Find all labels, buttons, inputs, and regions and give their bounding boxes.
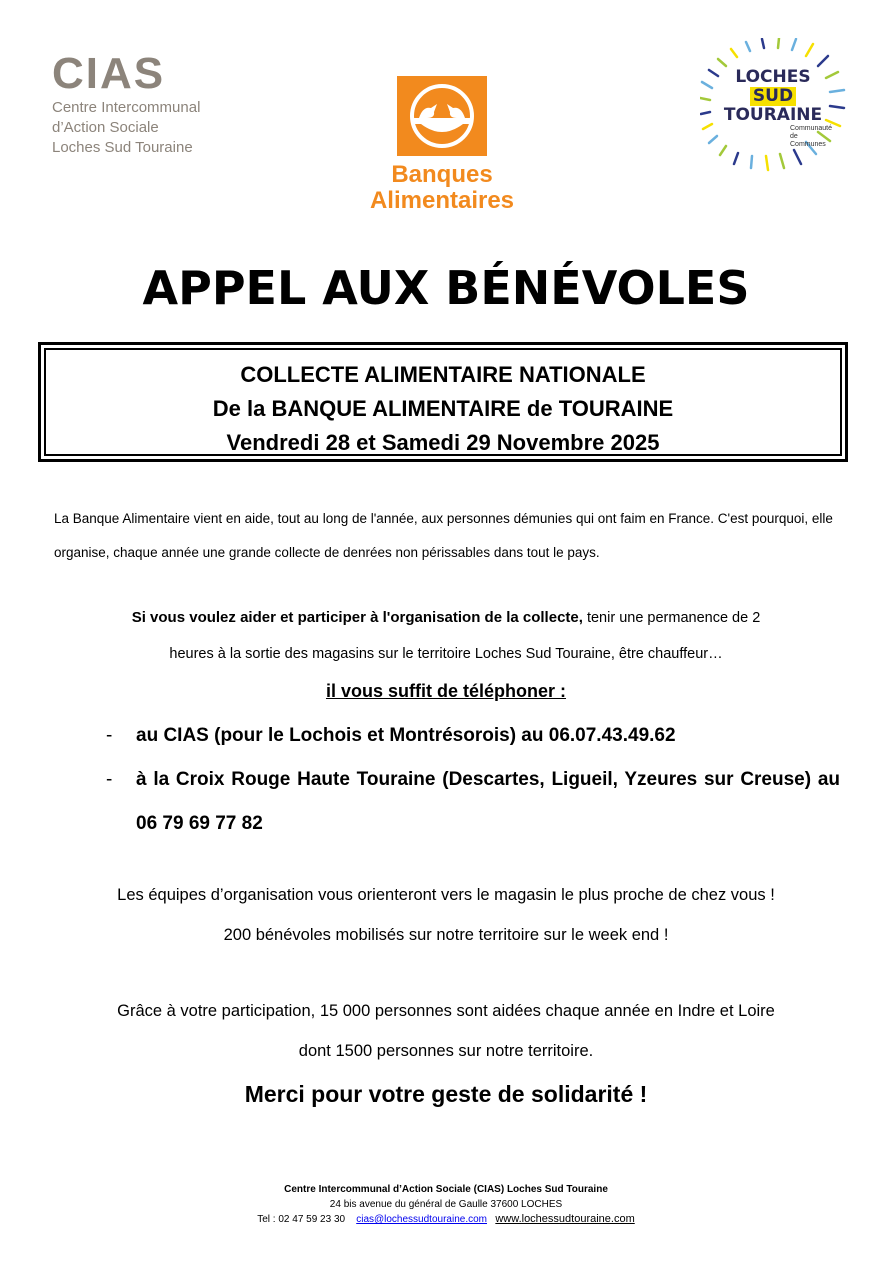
cias-subtitle-line1: Centre Intercommunal	[52, 99, 201, 116]
cias-subtitle-line3: Loches Sud Touraine	[52, 139, 193, 156]
lst-logo-small1: Communauté	[790, 125, 833, 132]
birds-bowl-icon	[397, 76, 487, 156]
contact-cias: au CIAS (pour le Lochois et Montrésorois) au 06.07.43.49.62	[136, 725, 676, 746]
event-line1: COLLECTE ALIMENTAIRE NATIONALE	[240, 362, 646, 387]
contact-croix-rouge: à la Croix Rouge Haute Touraine (Descartes, Ligueil, Yzeures sur Creuse) au 06 79 69 77 82	[136, 769, 840, 834]
help-line2: heures à la sortie des magasins sur le territoire Loches Sud Touraine, être chauffeur…	[169, 646, 723, 662]
ba-logo-line2: Alimentaires	[369, 187, 515, 214]
cias-acronym: CIAS	[52, 49, 166, 98]
lst-logo-line1: LOCHES	[735, 67, 811, 87]
lst-logo-line3: TOURAINE	[723, 105, 823, 125]
impact-line1: Grâce à votre participation, 15 000 personnes sont aidées chaque année en Indre et Loire	[117, 1002, 775, 1020]
list-dash: -	[106, 769, 113, 790]
loches-sud-touraine-logo	[700, 38, 846, 178]
event-line2: De la BANQUE ALIMENTAIRE de TOURAINE	[212, 396, 674, 421]
footer	[0, 1182, 892, 1227]
cias-subtitle-line2: d’Action Sociale	[52, 119, 159, 136]
page-title: APPEL AUX BÉNÉVOLES	[142, 261, 750, 315]
phone-heading: il vous suffit de téléphoner :	[325, 681, 567, 701]
footer-website-link[interactable]: www.lochessudtouraine.com	[495, 1213, 635, 1225]
intro-paragraph: La Banque Alimentaire vient en aide, tout au long de l'année, aux personnes démunies qui ont faim en France. C'est pourquoi, elle organise, chaque année une grande collecte de denrées non périssables dans tout le pays.	[54, 511, 833, 560]
banques-alimentaires-logo	[346, 76, 538, 226]
lst-logo-small2: de Communes	[790, 133, 826, 148]
orientation-line1: Les équipes d’organisation vous orienteront vers le magasin le plus proche de chez vous !	[117, 886, 775, 904]
footer-name: Centre Intercommunal d’Action Sociale (CIAS) Loches Sud Touraine	[284, 1184, 608, 1195]
cias-logo	[52, 50, 252, 170]
help-normal: tenir une permanence de 2	[586, 610, 761, 626]
list-dash: -	[106, 725, 113, 746]
event-box	[38, 342, 848, 462]
help-line1	[0, 604, 892, 632]
footer-email-link[interactable]: cias@lochessudtouraine.com	[356, 1214, 487, 1225]
ba-logo-line1: Banques	[391, 161, 493, 188]
help-bold: Si vous voulez aider et participer à l'organisation de la collecte,	[131, 609, 583, 626]
lst-logo-line2: SUD	[750, 87, 796, 106]
orientation-line2: 200 bénévoles mobilisés sur notre territoire sur le week end !	[223, 926, 669, 944]
impact-line2: dont 1500 personnes sur notre territoire.	[298, 1042, 594, 1060]
thanks-message: Merci pour votre geste de solidarité !	[244, 1081, 648, 1107]
event-dates: Vendredi 28 et Samedi 29 Novembre 2025	[226, 430, 660, 455]
footer-address: 24 bis avenue du général de Gaulle 37600 LOCHES	[329, 1199, 563, 1210]
footer-tel: Tel : 02 47 59 23 30	[257, 1214, 346, 1225]
